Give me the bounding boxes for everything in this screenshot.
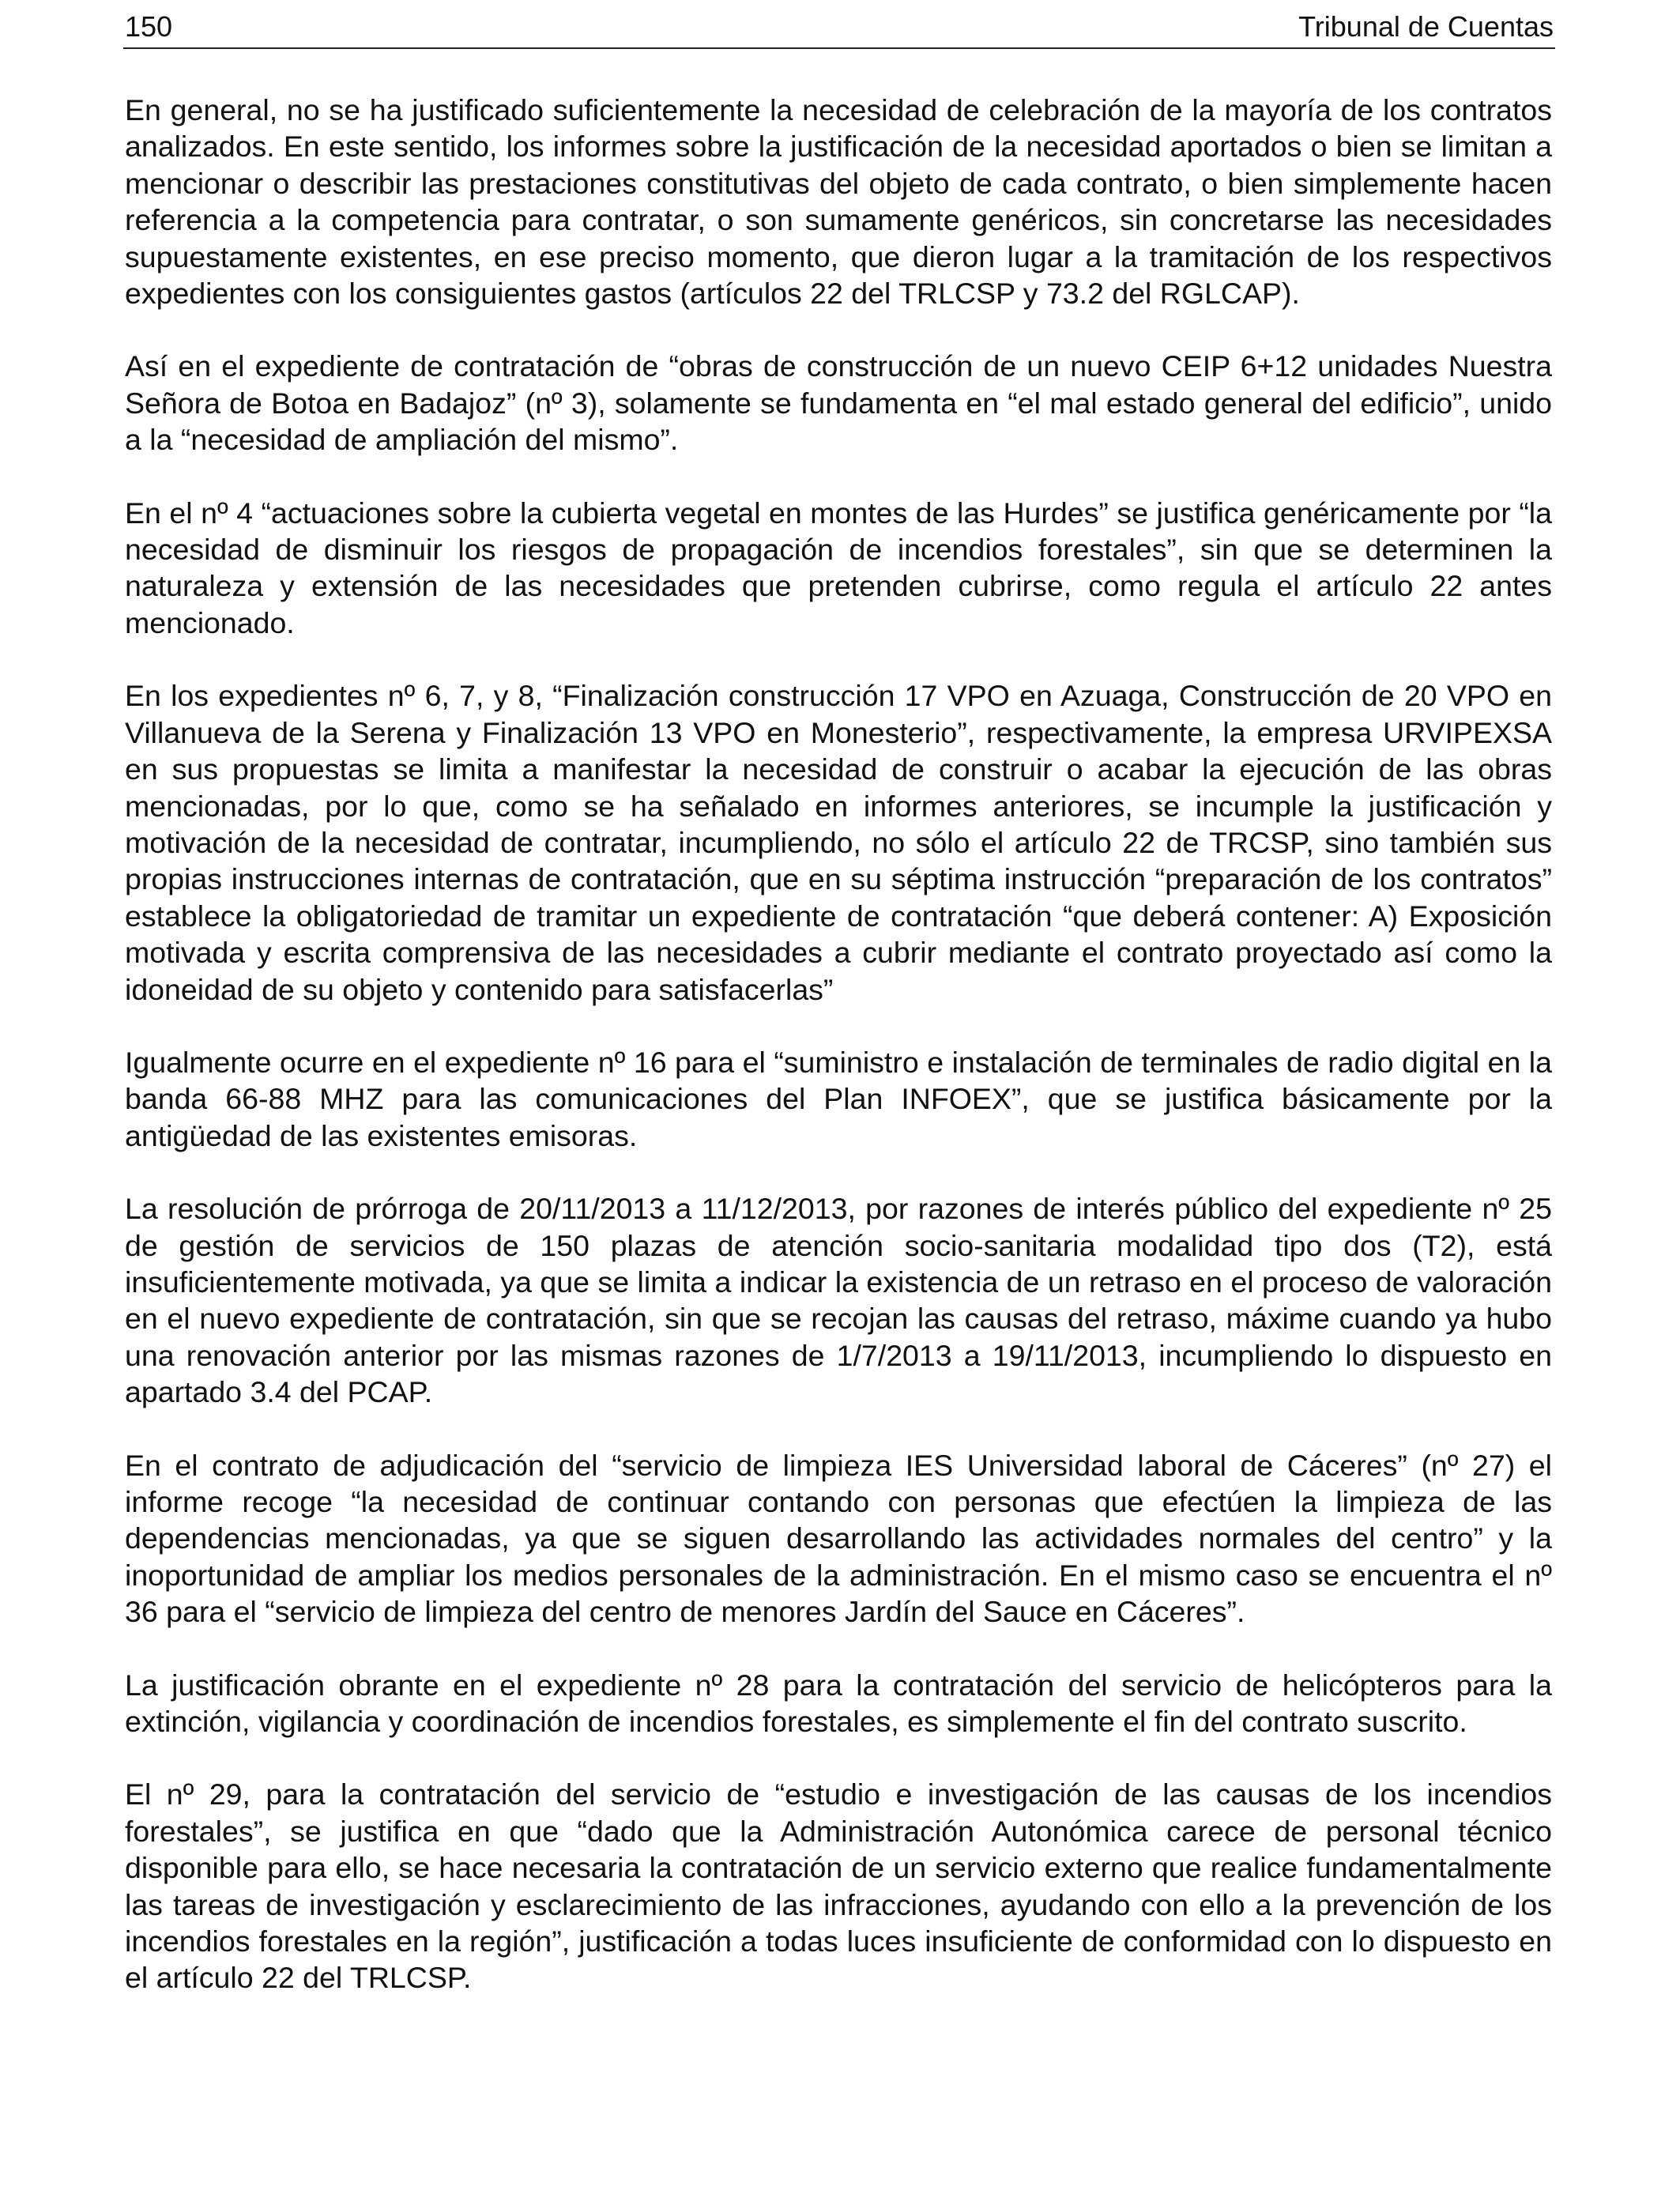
paragraph-expediente-16: Igualmente ocurre en el expediente nº 16 para el “suministro e instalación de terminales de radio digital en la banda 66-88 MHZ para las comunicaciones del Plan INFOEX”, que se justifica básicamente por la antigüedad de las existentes emisoras. [125, 1045, 1552, 1152]
header-title: Tribunal de Cuentas [1298, 10, 1554, 43]
page-number: 150 [125, 10, 173, 43]
page-header [123, 9, 1555, 49]
paragraph-necesidad-general: En general, no se ha justificado suficientemente la necesidad de celebración de la mayoría de los contratos analizados. En este sentido, los informes sobre la justificación de la necesidad aportados o bien se limitan a mencionar o describir las prestaciones constitutivas del objeto de cada contrato, o bien simplemente hacen referencia a la competencia para contratar, o son sumamente genéricos, sin concretarse las necesidades supuestamente existentes, en ese preciso momento, que dieron lugar a la tramitación de los respectivos expedientes con los consiguientes gastos (artículos 22 del TRLCSP y 73.2 del RGLCAP). [125, 93, 1552, 311]
body-text [125, 92, 1552, 2033]
paragraph-expediente-4: En el nº 4 “actuaciones sobre la cubierta vegetal en montes de las Hurdes” se justifica genéricamente por “la necesidad de disminuir los riesgos de propagación de incendios forestales”, sin que se determinen la naturaleza y extensión de las necesidades que pretenden cubrirse, como regula el artículo 22 antes mencionado. [125, 496, 1552, 639]
paragraph-expediente-25: La resolución de prórroga de 20/11/2013 a 11/12/2013, por razones de interés público del expediente nº 25 de gestión de servicios de 150 plazas de atención socio-sanitaria modalidad tipo dos (T2), está insuficientemente motivada, ya que se limita a indicar la existencia de un retraso en el proceso de valoración en el nuevo expediente de contratación, sin que se recojan las causas del retraso, máxime cuando ya hubo una renovación anterior por las mismas razones de 1/7/2013 a 19/11/2013, incumpliendo lo dispuesto en apartado 3.4 del PCAP. [125, 1192, 1552, 1409]
paragraph-expediente-28: La justificación obrante en el expediente nº 28 para la contratación del servicio de helicópteros para la extinción, vigilancia y coordinación de incendios forestales, es simplemente el fin del contrato suscrito. [125, 1668, 1552, 1739]
paragraph-expediente-27-36: En el contrato de adjudicación del “servicio de limpieza IES Universidad laboral de Cáceres” (nº 27) el informe recoge “la necesidad de continuar contando con personas que efectúen la limpieza de las dependencias mencionadas, ya que se siguen desarrollando las actividades normales del centro” y la inoportunidad de ampliar los medios personales de la administración. En el mismo caso se encuentra el nº 36 para el “servicio de limpieza del centro de menores Jardín del Sauce en Cáceres”. [125, 1448, 1552, 1629]
paragraph-expediente-29: El nº 29, para la contratación del servicio de “estudio e investigación de las causas de los incendios forestales”, se justifica en que “dado que la Administración Autonómica carece de personal técnico disponible para ello, se hace necesaria la contratación de un servicio externo que realice fundamentalmente las tareas de investigación y esclarecimiento de las infracciones, ayudando con ello a la prevención de los incendios forestales en la región”, justificación a todas luces insuficiente de conformidad con lo dispuesto en el artículo 22 del TRLCSP. [125, 1777, 1552, 1995]
paragraph-expedientes-6-7-8: En los expedientes nº 6, 7, y 8, “Finalización construcción 17 VPO en Azuaga, Construcción de 20 VPO en Villanueva de la Serena y Finalización 13 VPO en Monesterio”, respectivamente, la empresa URVIPEXSA en sus propuestas se limita a manifestar la necesidad de construir o acabar la ejecución de las obras mencionadas, por lo que, como se ha señalado en informes anteriores, se incumple la justificación y motivación de la necesidad de contratar, incumpliendo, no sólo el artículo 22 de TRCSP, sino también sus propias instrucciones internas de contratación, que en su séptima instrucción “preparación de los contratos” establece la obligatoriedad de tramitar un expediente de contratación “que deberá contener: A) Exposición motivada y escrita comprensiva de las necesidades a cubrir mediante el contrato proyectado así como la idoneidad de su objeto y contenido para satisfacerlas” [125, 679, 1552, 1006]
paragraph-expediente-3: Así en el expediente de contratación de “obras de construcción de un nuevo CEIP 6+12 unidades Nuestra Señora de Botoa en Badajoz” (nº 3), solamente se fundamenta en “el mal estado general del edificio”, unido a la “necesidad de ampliación del mismo”. [125, 349, 1552, 457]
